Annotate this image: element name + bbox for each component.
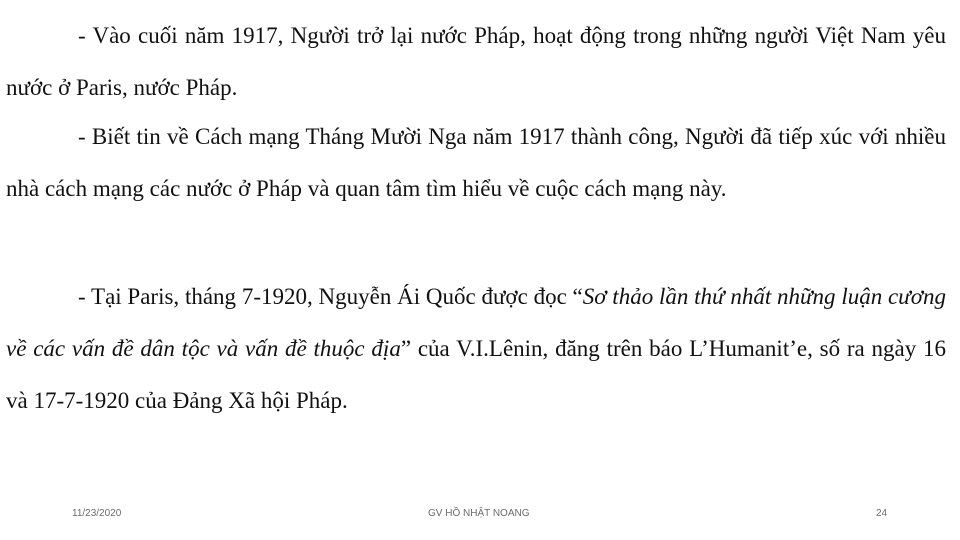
paragraph-3 — [6, 271, 946, 427]
footer-date: 11/23/2020 — [72, 508, 122, 519]
paragraph-3-lead: - Tại Paris, tháng 7-1920, Nguyễn Ái Quốc được đọc “ — [78, 284, 583, 309]
footer-page-number: 24 — [876, 508, 888, 519]
paragraph-1 — [6, 10, 946, 114]
paragraph-1-text: - Vào cuối năm 1917, Người trở lại nước Pháp, hoạt động trong những người Việt Nam yêu nước ở Paris, nước Pháp. — [6, 23, 946, 100]
paragraph-2-text: - Biết tin về Cách mạng Tháng Mười Nga năm 1917 thành công, Người đã tiếp xúc với nhiều nhà cách mạng các nước ở Pháp và quan tâm tìm hiểu về cuộc cách mạng này. — [6, 124, 946, 201]
document-title-italic: Sơ thảo lần thứ nhất những luận cương về các vấn đề dân tộc và vấn đề thuộc địa — [6, 284, 947, 361]
footer-author: GV HỒ NHẬT NOANG — [428, 508, 530, 519]
paragraph-3-tail: ” của V.I.Lênin, đăng trên báo L’Humanit’e, số ra ngày 16 và 17-7-1920 của Đảng Xã hội Pháp. — [6, 336, 946, 413]
paragraph-2 — [6, 111, 946, 215]
